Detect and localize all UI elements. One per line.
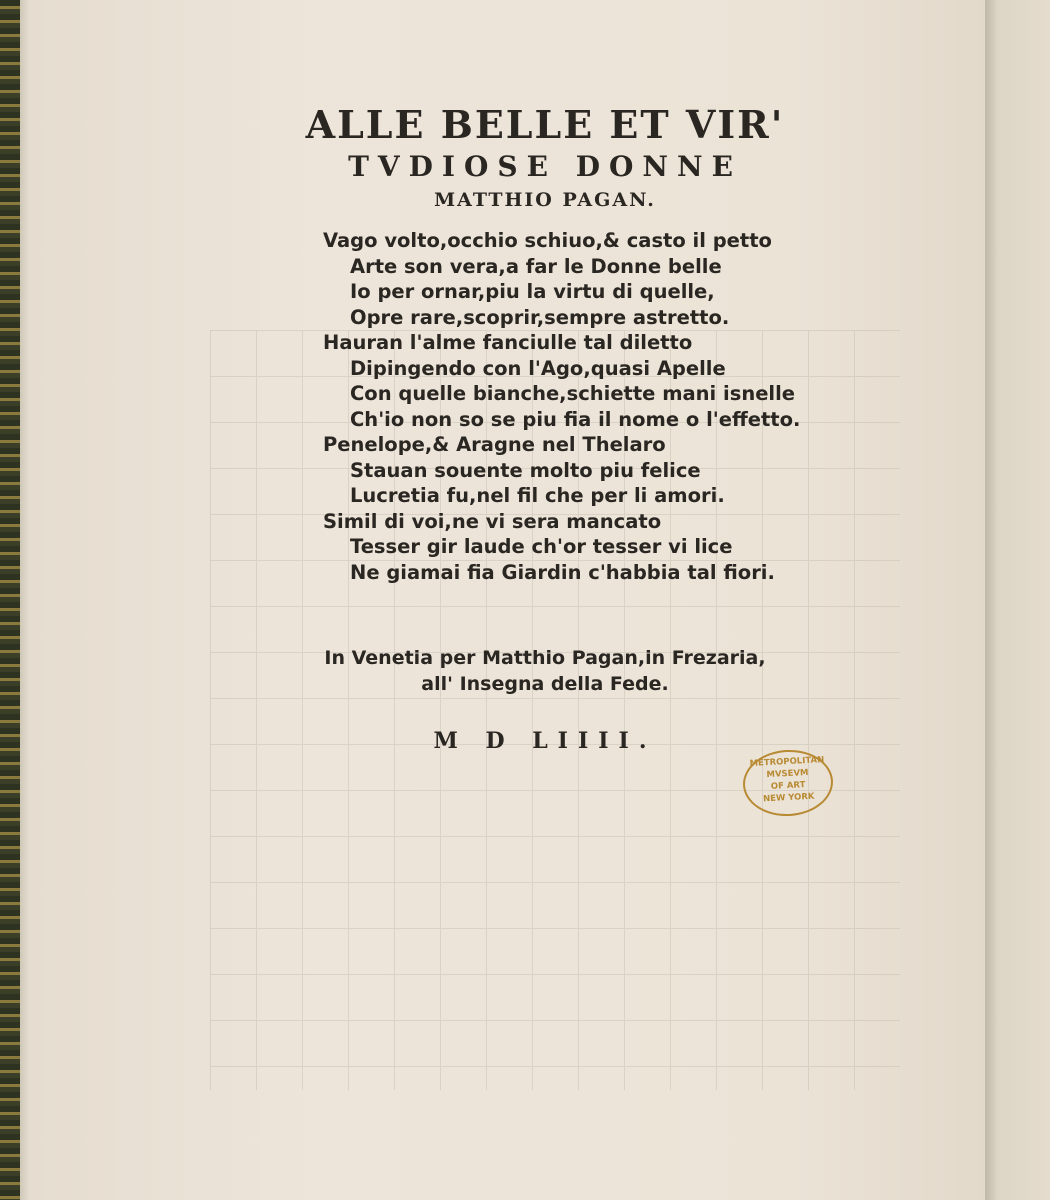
poem-line: Tesser gir laude ch'or tesser vi lice <box>350 535 733 558</box>
imprint-line-1: In Venetia per Matthio Pagan,in Frezaria, <box>324 647 766 669</box>
poem-line: Hauran l'alme fanciulle tal diletto <box>323 331 693 354</box>
title-line-2: TVDIOSE DONNE <box>348 150 742 183</box>
stamp-text: MVSEVM <box>766 767 809 781</box>
imprint <box>200 645 890 697</box>
poem-line: Dipingendo con l'Ago,quasi Apelle <box>350 356 726 380</box>
poem-line: Ch'io non so se piu fia il nome o l'effetto. <box>350 407 801 431</box>
stamp-text: OF ART <box>770 780 806 792</box>
sonnet <box>323 228 800 585</box>
poem-line: Vago volto,occhio schiuo,& casto il petto <box>323 229 772 252</box>
imprint-line-2: all' Insegna della Fede. <box>421 673 669 695</box>
poem-line: Con quelle bianche,schiette mani isnelle <box>350 382 796 405</box>
poem-line: Penelope,& Aragne nel Thelaro <box>323 433 666 456</box>
author-line: MATTHIO PAGAN. <box>434 189 656 211</box>
stamp-text: NEW YORK <box>762 791 815 805</box>
title-line-1: ALLE BELLE ET VIR' <box>305 102 785 147</box>
poem-line: Arte son vera,a far le Donne belle <box>350 254 722 278</box>
poem-line: Io per ornar,piu la virtu di quelle, <box>350 280 715 303</box>
poem-line: Opre rare,scoprir,sempre astretto. <box>350 305 730 329</box>
stamp-text: METROPOLITAN <box>749 755 825 769</box>
poem-line: Simil di voi,ne vi sera mancato <box>323 509 662 533</box>
poem-line: Lucretia fu,nel fil che per li amori. <box>350 484 725 507</box>
publication-date: M D LIIII. <box>433 728 657 754</box>
book-binding <box>0 0 20 1200</box>
poem-line: Ne giamai fia Giardin c'habbia tal fiori. <box>350 560 775 584</box>
facing-cover <box>985 0 1050 1200</box>
poem-line: Stauan souente molto piu felice <box>350 458 701 482</box>
